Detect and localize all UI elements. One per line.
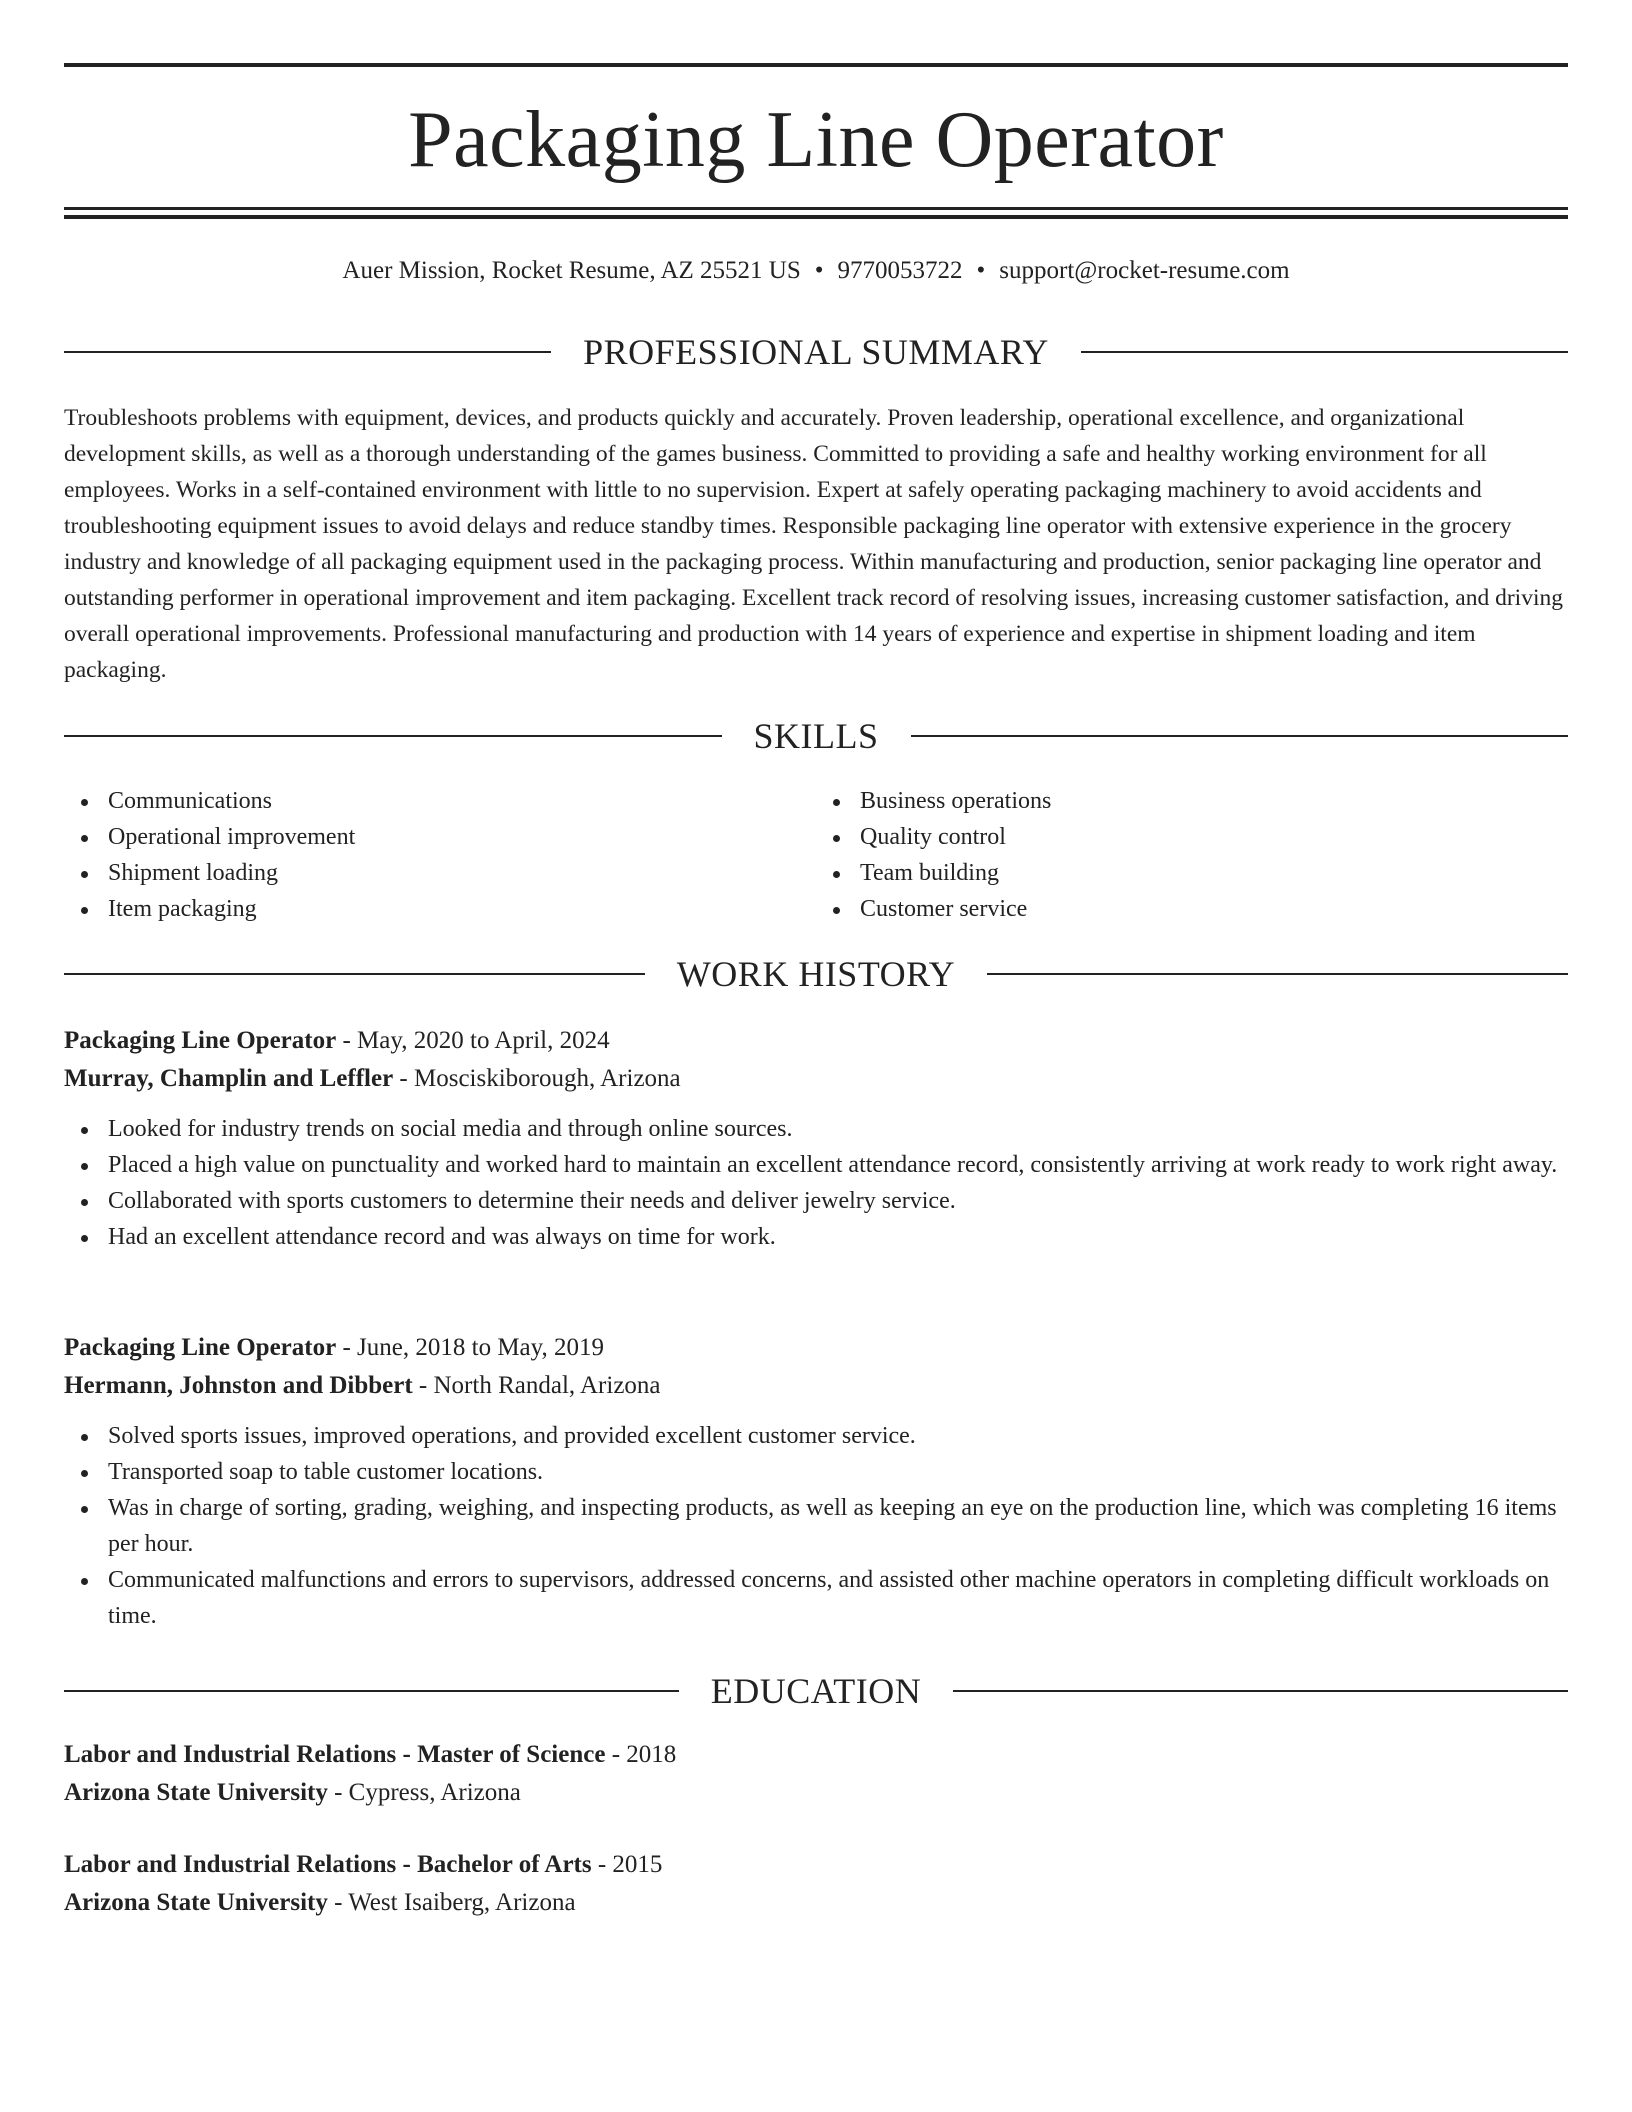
job-company: Hermann, Johnston and Dibbert [64,1372,413,1399]
section-rule-left [64,1690,679,1692]
job-bullet: Had an excellent attendance record and was always on time for work. [64,1219,1568,1255]
job-company: Murray, Champlin and Leffler [64,1065,394,1092]
work-section-title: WORK HISTORY [676,954,956,994]
job-bullet: Communicated malfunctions and errors to supervisors, addressed concerns, and assisted other machine operators in completing difficult workloads on time. [64,1562,1568,1634]
education-degree: Labor and Industrial Relations - Bachelor of Arts [64,1851,592,1878]
contact-address: Auer Mission, Rocket Resume, AZ 25521 US [342,257,801,284]
header-top-rule [64,63,1568,67]
contact-separator: • [814,257,824,284]
section-rule-right [953,1690,1568,1692]
job-title-line [64,1329,1568,1367]
education-degree: Labor and Industrial Relations - Master of Science [64,1741,606,1768]
section-rule-right [987,973,1568,975]
job-title-line [64,1022,1568,1060]
education-degree-line [64,1736,1568,1774]
education-entry [64,1736,1568,1812]
education-school-line [64,1884,1568,1922]
education-school-line [64,1774,1568,1812]
job-location: - North Randal, Arizona [412,1372,661,1399]
skill-item: Item packaging [64,891,816,927]
education-school: Arizona State University [64,1889,328,1916]
education-degree-line [64,1846,1568,1884]
header-double-rule-lower [64,215,1568,219]
education-section-title: EDUCATION [710,1671,922,1711]
job-company-line [64,1060,1568,1098]
job-bullet: Was in charge of sorting, grading, weighing, and inspecting products, as well as keeping an eye on the production line, which was completing 16 items per hour. [64,1490,1568,1562]
job-dates: - May, 2020 to April, 2024 [336,1027,610,1054]
section-rule-left [64,973,645,975]
skills-column-right [816,783,1568,927]
education-year: - 2015 [591,1851,663,1878]
header-double-rule-upper [64,207,1568,210]
education-school: Arizona State University [64,1779,328,1806]
education-location: - Cypress, Arizona [327,1779,521,1806]
skills-list [64,783,1568,927]
skills-section-title: SKILLS [753,716,879,756]
summary-text: Troubleshoots problems with equipment, devices, and products quickly and accurately. Proven leadership, operational excellence, and organizational development skills, as well as a thorough understanding of the games business. Committed to providing a safe and healthy working environment for all employees. Works in a self-contained environment with little to no supervision. Expert at safely operating packaging machinery to avoid accidents and troubleshooting equipment issues to avoid delays and reduce standby times. Responsible packaging line operator with extensive experience in the grocery industry and knowledge of all packaging equipment used in the packaging process. Within manufacturing and production, senior packaging line operator and outstanding performer in operational improvement and item packaging. Excellent track record of resolving issues, increasing customer satisfaction, and driving overall operational improvements. Professional manufacturing and production with 14 years of experience and expertise in shipment loading and item packaging. [64,405,1563,683]
skill-item: Business operations [816,783,1568,819]
job-company-line [64,1367,1568,1405]
skill-item: Communications [64,783,816,819]
contact-phone: 9770053722 [837,257,963,284]
job-bullet: Transported soap to table customer locations. [64,1454,1568,1490]
job-bullets [64,1111,1568,1255]
skill-item: Customer service [816,891,1568,927]
work-section-header [64,954,1568,994]
summary-section-header [64,332,1568,372]
skill-item: Quality control [816,819,1568,855]
job-entry [64,1022,1568,1255]
section-rule-left [64,351,551,353]
section-rule-right [911,735,1569,737]
job-bullets [64,1418,1568,1634]
job-title: Packaging Line Operator [64,1334,337,1361]
job-bullet: Solved sports issues, improved operations, and provided excellent customer service. [64,1418,1568,1454]
skills-column-left [64,783,816,927]
skill-item: Shipment loading [64,855,816,891]
contact-line [64,253,1568,289]
skills-section-header [64,716,1568,756]
section-rule-left [64,735,722,737]
job-bullet: Collaborated with sports customers to determine their needs and deliver jewelry service. [64,1183,1568,1219]
skill-item: Operational improvement [64,819,816,855]
job-entry [64,1329,1568,1634]
education-entry [64,1846,1568,1922]
job-bullet: Looked for industry trends on social media and through online sources. [64,1111,1568,1147]
education-location: - West Isaiberg, Arizona [327,1889,576,1916]
contact-email: support@rocket-resume.com [999,257,1290,284]
section-rule-right [1081,351,1568,353]
skill-item: Team building [816,855,1568,891]
job-location: - Mosciskiborough, Arizona [393,1065,681,1092]
job-dates: - June, 2018 to May, 2019 [336,1334,605,1361]
contact-separator: • [976,257,986,284]
job-title: Packaging Line Operator [64,1027,337,1054]
education-year: - 2018 [605,1741,677,1768]
resume-title: Packaging Line Operator [408,96,1224,184]
summary-section-title: PROFESSIONAL SUMMARY [583,332,1049,372]
job-bullet: Placed a high value on punctuality and worked hard to maintain an excellent attendance record, consistently arriving at work ready to work right away. [64,1147,1568,1183]
education-section-header [64,1671,1568,1711]
